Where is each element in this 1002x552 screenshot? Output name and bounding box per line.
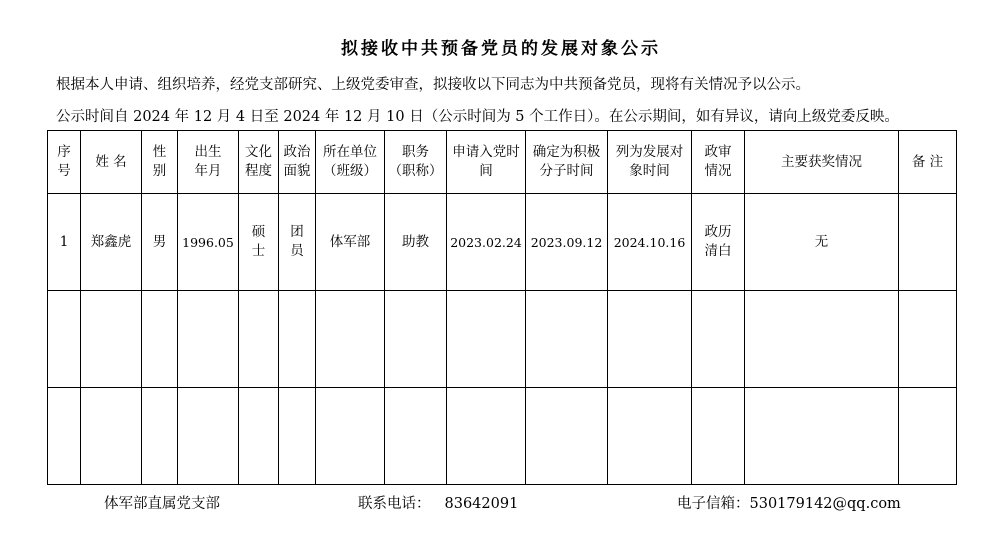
table-row-empty xyxy=(48,388,957,485)
empty-cell xyxy=(447,388,526,485)
document-title: 拟接收中共预备党员的发展对象公示 xyxy=(341,39,661,59)
cell-birth: 1996.05 xyxy=(178,194,239,291)
table-row xyxy=(48,194,957,291)
empty-cell xyxy=(692,388,745,485)
publicity-period-paragraph: 公示时间自 2024 年 12 月 4 日至 2024 年 12 月 10 日（公示时间为 5 个工作日）。在公示期间，如有异议，请向上级党委反映。 xyxy=(56,109,899,125)
empty-cell xyxy=(239,291,279,388)
empty-cell xyxy=(385,291,447,388)
header-unit: 所在单位 （班级） xyxy=(316,131,385,194)
empty-cell xyxy=(745,291,899,388)
empty-cell xyxy=(81,388,142,485)
header-activist-date: 确定为积极 分子时间 xyxy=(526,131,608,194)
empty-cell xyxy=(385,388,447,485)
cell-activist-date: 2023.09.12 xyxy=(526,194,608,291)
phone-value: 83642091 xyxy=(444,496,519,512)
header-position: 职务 （职称） xyxy=(385,131,447,194)
header-birth: 出生 年月 xyxy=(178,131,239,194)
empty-cell xyxy=(526,388,608,485)
email-label: 电子信箱： xyxy=(677,496,750,512)
table-row-empty xyxy=(48,291,957,388)
header-awards: 主要获奖情况 xyxy=(745,131,899,194)
header-apply-date: 申请入党时 间 xyxy=(447,131,526,194)
empty-cell xyxy=(142,291,178,388)
empty-cell xyxy=(279,291,316,388)
email-value[interactable]: 530179142@qq.com xyxy=(749,496,901,512)
header-candidate-date: 列为发展对 象时间 xyxy=(608,131,692,194)
empty-cell xyxy=(899,388,957,485)
footer-email xyxy=(677,492,901,513)
cell-name: 郑鑫虎 xyxy=(81,194,142,291)
empty-cell xyxy=(745,388,899,485)
footer-branch: 体军部直属党支部 xyxy=(104,496,220,512)
empty-cell xyxy=(48,388,81,485)
header-political-review: 政审 情况 xyxy=(692,131,745,194)
cell-gender: 男 xyxy=(142,194,178,291)
cell-education: 硕 士 xyxy=(239,194,279,291)
cell-candidate-date: 2024.10.16 xyxy=(608,194,692,291)
header-seq: 序 号 xyxy=(48,131,81,194)
cell-remarks xyxy=(899,194,957,291)
empty-cell xyxy=(692,291,745,388)
empty-cell xyxy=(608,388,692,485)
empty-cell xyxy=(48,291,81,388)
header-political-status: 政治 面貌 xyxy=(279,131,316,194)
cell-position: 助教 xyxy=(385,194,447,291)
intro-paragraph: 根据本人申请、组织培养，经党支部研究、上级党委审查，拟接收以下同志为中共预备党员，现将有关情况予以公示。 xyxy=(56,77,810,93)
empty-cell xyxy=(142,388,178,485)
empty-cell xyxy=(239,388,279,485)
footer-phone xyxy=(358,492,518,513)
header-name: 姓 名 xyxy=(81,131,142,194)
header-gender: 性 别 xyxy=(142,131,178,194)
cell-awards: 无 xyxy=(745,194,899,291)
empty-cell xyxy=(316,291,385,388)
empty-cell xyxy=(279,388,316,485)
candidate-table xyxy=(47,130,957,485)
header-remarks: 备 注 xyxy=(899,131,957,194)
cell-apply-date: 2023.02.24 xyxy=(447,194,526,291)
phone-label: 联系电话： xyxy=(358,496,431,512)
empty-cell xyxy=(526,291,608,388)
cell-political-status: 团 员 xyxy=(279,194,316,291)
header-education: 文化 程度 xyxy=(239,131,279,194)
empty-cell xyxy=(81,291,142,388)
cell-political-review: 政历 清白 xyxy=(692,194,745,291)
empty-cell xyxy=(178,388,239,485)
cell-unit: 体军部 xyxy=(316,194,385,291)
empty-cell xyxy=(316,388,385,485)
empty-cell xyxy=(899,291,957,388)
empty-cell xyxy=(178,291,239,388)
empty-cell xyxy=(608,291,692,388)
table-header-row xyxy=(48,131,957,194)
cell-seq: 1 xyxy=(48,194,81,291)
empty-cell xyxy=(447,291,526,388)
